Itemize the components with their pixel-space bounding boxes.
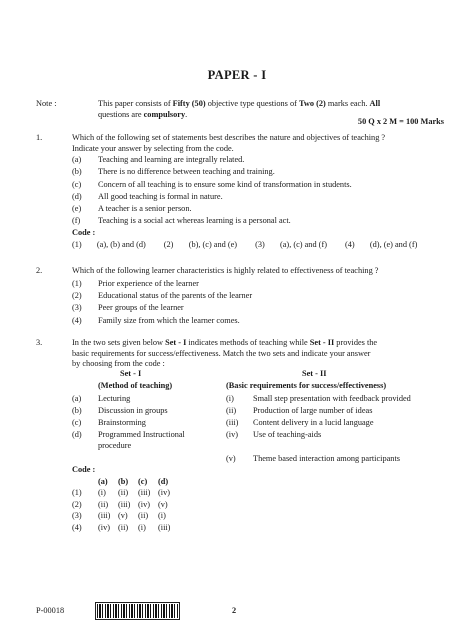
option-row — [72, 180, 352, 191]
set2-heading: Set - II — [302, 369, 327, 378]
question-line — [72, 338, 432, 349]
item-text: Production of large number of ideas — [253, 406, 373, 415]
set2-subheading: (Basic requirements for success/effectiveness) — [226, 381, 387, 390]
question-line: by choosing from the code : — [72, 359, 165, 369]
question-text-part: provides the — [334, 338, 378, 347]
option-letter: (1) — [72, 279, 82, 288]
question-number: 3. — [36, 338, 43, 347]
question-text-part: Set - I — [165, 338, 187, 347]
option-letter: (3) — [72, 303, 82, 312]
set2-item — [226, 394, 411, 405]
item-text-line: procedure — [98, 440, 132, 450]
code-cell: (iv) — [98, 522, 110, 532]
page-number: 2 — [232, 606, 237, 615]
set2-item — [226, 406, 372, 417]
set1-subheading: (Method of teaching) — [98, 381, 173, 390]
code-cell: (ii) — [138, 511, 149, 521]
code-row-number: (1) — [72, 488, 82, 498]
code-option-text: (d), (e) and (f) — [369, 240, 418, 249]
item-numeral: (ii) — [226, 406, 237, 415]
code-cell: (v) — [118, 511, 128, 521]
code-cell: (iii) — [118, 499, 131, 509]
option-text: There is no difference between teaching and training. — [98, 167, 275, 176]
code-cell: (i) — [158, 511, 166, 521]
code-cell: (iv) — [158, 488, 170, 498]
item-numeral: (i) — [226, 394, 234, 403]
code-row-number: (2) — [72, 499, 82, 509]
item-text: Small step presentation with feedback provided — [253, 394, 411, 403]
code-cell: (i) — [98, 488, 106, 498]
code-option — [345, 240, 426, 251]
code-option-text: (a), (b) and (d) — [96, 240, 146, 249]
code-cell: (v) — [158, 499, 168, 509]
item-letter: (c) — [72, 418, 82, 427]
item-text: Lecturing — [98, 394, 131, 403]
option-letter: (a) — [72, 155, 82, 164]
question-number: 2. — [36, 266, 43, 275]
code-option-number: (1) — [72, 240, 82, 249]
item-numeral: (iii) — [226, 418, 239, 427]
option-letter: (d) — [72, 192, 82, 201]
code-column-head: (d) — [158, 477, 169, 486]
code-matrix-row — [72, 511, 178, 522]
option-row — [72, 316, 240, 327]
option-text: Prior experience of the learner — [98, 279, 199, 288]
code-option — [164, 240, 246, 251]
option-row — [72, 155, 244, 166]
set1-item — [72, 394, 130, 405]
question-line: basic requirements for success/effectiveness. Match the two sets and indicate your answer — [72, 348, 371, 358]
option-text: Teaching is a social act whereas learning is a personal act. — [98, 216, 291, 225]
note-text-part: marks each. — [325, 99, 370, 108]
code-row-number: (4) — [72, 522, 82, 532]
question-text — [72, 338, 432, 370]
note-text-part: This paper consists of — [98, 99, 173, 108]
note-label: Note : — [36, 99, 57, 108]
item-letter: (a) — [72, 394, 82, 403]
set1-item — [72, 406, 168, 417]
code-option-text: (a), (c) and (f) — [279, 240, 327, 249]
note-text-part: questions are — [98, 109, 144, 119]
code-cell: (ii) — [118, 522, 129, 532]
item-text — [98, 430, 185, 451]
question-text: Which of the following learner characteristics is highly related to effectiveness of teaching ? — [72, 266, 379, 275]
question-text-part: In the two sets given below — [72, 338, 166, 347]
code-options — [72, 240, 435, 251]
code-matrix-row — [72, 500, 178, 511]
option-letter: (f) — [72, 216, 81, 225]
code-cell: (iii) — [138, 488, 151, 498]
code-matrix-row — [72, 488, 178, 499]
set2-item — [226, 454, 400, 465]
option-row — [72, 279, 199, 290]
code-option-number: (2) — [163, 240, 174, 249]
item-text: Theme based interaction among participants — [253, 454, 400, 463]
item-text: Content delivery in a lucid language — [253, 418, 374, 427]
code-cell: (iv) — [138, 499, 150, 509]
question-text-part: indicates methods of teaching while — [186, 338, 310, 347]
option-letter: (c) — [72, 180, 82, 189]
option-letter: (2) — [72, 291, 82, 300]
set1-heading: Set - I — [120, 369, 142, 378]
question-text — [72, 133, 418, 154]
code-label: Code : — [72, 228, 96, 237]
code-matrix — [72, 477, 178, 534]
code-cell: (ii) — [118, 488, 129, 498]
paper-code: P-00018 — [36, 606, 65, 615]
code-column-head: (c) — [138, 477, 148, 486]
item-letter: (d) — [72, 430, 82, 439]
code-option — [72, 240, 155, 251]
total-marks: 50 Q x 2 M = 100 Marks — [357, 117, 444, 126]
code-matrix-header — [72, 477, 178, 488]
note-text-part: Fifty (50) — [172, 99, 206, 108]
code-column-head: (b) — [118, 477, 129, 486]
option-row — [72, 204, 192, 215]
code-matrix-row — [72, 523, 178, 534]
code-option-number: (3) — [255, 240, 265, 249]
set2-item — [226, 418, 374, 429]
option-text: All good teaching is formal in nature. — [98, 192, 223, 201]
set1-item — [72, 418, 146, 429]
code-row-number: (3) — [72, 511, 82, 521]
code-cell: (i) — [138, 522, 146, 532]
item-text-line: Programmed Instructional — [98, 430, 185, 439]
option-letter: (b) — [72, 167, 82, 176]
option-text: Peer groups of the learner — [98, 303, 184, 312]
option-letter: (e) — [72, 204, 82, 213]
option-row — [72, 291, 252, 302]
code-label: Code : — [72, 465, 96, 474]
item-numeral: (iv) — [226, 430, 238, 439]
option-row — [72, 216, 291, 227]
code-column-head: (a) — [98, 477, 108, 486]
code-cell: (ii) — [98, 499, 109, 509]
item-text: Discussion in groups — [98, 406, 168, 415]
option-letter: (4) — [72, 316, 82, 325]
item-letter: (b) — [72, 406, 82, 415]
item-numeral: (v) — [226, 454, 236, 463]
code-option — [255, 240, 336, 251]
option-text: Concern of all teaching is to ensure some kind of transformation in students. — [98, 180, 352, 189]
option-row — [72, 303, 184, 314]
code-cell: (iii) — [158, 522, 171, 532]
note-text-part: All — [369, 99, 381, 108]
note-text-part: objective type questions of — [205, 99, 299, 108]
question-text-part: Set - II — [309, 338, 335, 347]
set2-item — [226, 430, 321, 441]
question-number: 1. — [36, 133, 43, 142]
code-option-number: (4) — [344, 240, 355, 249]
barcode-bars — [97, 604, 178, 618]
note-text-part: Two (2) — [298, 99, 326, 108]
option-row — [72, 192, 223, 203]
set1-item — [72, 430, 185, 451]
option-row — [72, 167, 275, 178]
note-text-part: compulsory — [143, 109, 186, 119]
option-text: Family size from which the learner comes. — [98, 316, 240, 325]
option-text: A teacher is a senior person. — [98, 204, 192, 213]
page-title: PAPER - I — [207, 68, 267, 82]
code-option-text: (b), (c) and (e) — [188, 240, 238, 249]
item-text: Brainstorming — [98, 418, 146, 427]
code-cell: (iii) — [98, 511, 111, 521]
question-line: Which of the following set of statements best describes the nature and objectives of teaching ? — [72, 133, 386, 142]
option-text: Teaching and learning are integrally related. — [98, 155, 245, 164]
note-text-part: . — [185, 109, 188, 119]
option-text: Educational status of the parents of the learner — [98, 291, 253, 300]
item-text: Use of teaching-aids — [253, 430, 322, 439]
question-line: Indicate your answer by selecting from the code. — [72, 143, 234, 153]
